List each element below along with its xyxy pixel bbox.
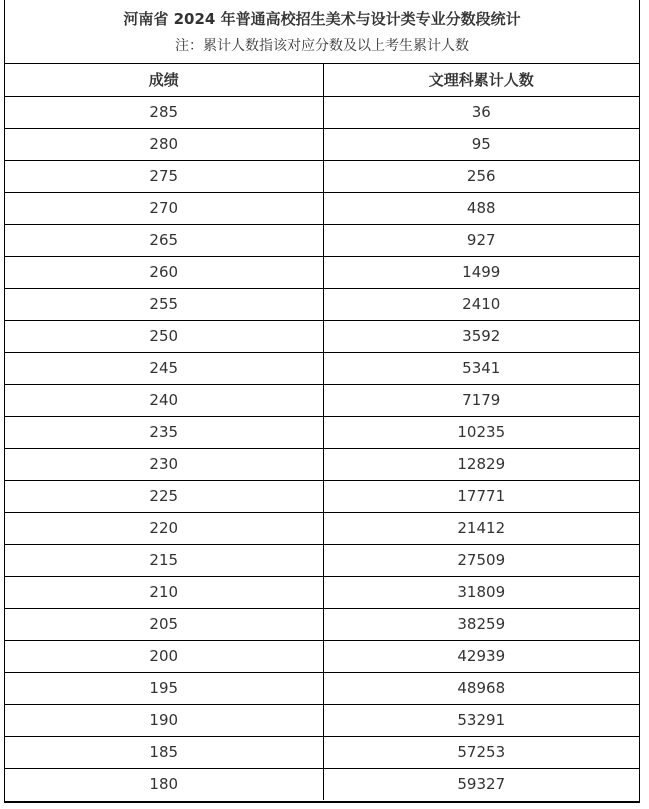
score-cell: 280 [5,128,323,160]
cumulative-count-cell: 12829 [323,448,639,480]
score-cell: 185 [5,736,323,768]
cumulative-count-cell: 31809 [323,576,639,608]
score-cell: 265 [5,224,323,256]
score-cell: 240 [5,384,323,416]
cumulative-count-cell: 59327 [457,775,506,794]
cumulative-count-cell: 256 [323,160,639,192]
score-cell: 225 [5,480,323,512]
table-row [5,128,639,160]
score-cell: 245 [5,352,323,384]
table-row [5,576,639,608]
score-cell: 275 [5,160,323,192]
table-row [5,192,639,224]
score-distribution-table [4,0,640,803]
cumulative-count-cell: 57253 [323,736,639,768]
cumulative-count-cell: 38259 [323,608,639,640]
table-row [5,384,639,416]
cumulative-count-cell: 927 [323,224,639,256]
cumulative-count-cell: 42939 [323,640,639,672]
score-cell: 215 [5,544,323,576]
score-cell: 270 [5,192,323,224]
cumulative-count-cell: 1499 [323,256,639,288]
table-body [5,96,639,800]
cumulative-count-cell: 7179 [323,384,639,416]
table-title: 河南省 2024 年普通高校招生美术与设计类专业分数段统计 [123,10,521,28]
score-cell: 260 [5,256,323,288]
score-cell: 180 [5,768,323,800]
score-cell: 250 [5,320,323,352]
cumulative-count-cell: 21412 [323,512,639,544]
table-caption [5,0,639,64]
header-cumulative: 文理科累计人数 [323,64,639,96]
score-cell: 200 [5,640,323,672]
table-note: 注：累计人数指该对应分数及以上考生累计人数 [175,38,469,54]
table-row [5,736,639,768]
score-cell: 285 [5,96,323,128]
table-row [5,320,639,352]
score-cell: 220 [5,512,323,544]
header-score: 成绩 [5,64,323,96]
table-row [5,544,639,576]
cumulative-count-cell: 488 [323,192,639,224]
score-cell: 235 [5,416,323,448]
table-row [5,416,639,448]
table-row [5,288,639,320]
cumulative-count-cell: 95 [323,128,639,160]
cumulative-count-cell: 27509 [323,544,639,576]
table-row [5,608,639,640]
score-cell: 210 [5,576,323,608]
score-cell: 195 [5,672,323,704]
cumulative-count-cell: 10235 [323,416,639,448]
table-row [5,672,639,704]
cumulative-count-cell: 53291 [323,704,639,736]
cumulative-count-cell: 36 [323,96,639,128]
score-cell: 205 [5,608,323,640]
score-cell: 190 [5,704,323,736]
table-row [5,224,639,256]
table-row [5,96,639,128]
table-row [5,512,639,544]
data-table [5,64,639,800]
table-row [5,704,639,736]
table-row [5,256,639,288]
table-row [5,640,639,672]
score-cell: 255 [5,288,323,320]
cumulative-count-cell: 17771 [323,480,639,512]
header-row [5,64,639,96]
table-row [5,768,639,800]
cumulative-count-cell: 3592 [323,320,639,352]
table-row [5,352,639,384]
cumulative-count-cell: 5341 [323,352,639,384]
table-row [5,160,639,192]
cumulative-count-cell: 2410 [323,288,639,320]
cumulative-count-cell: 48968 [323,672,639,704]
table-row [5,480,639,512]
score-cell: 230 [5,448,323,480]
table-row [5,448,639,480]
